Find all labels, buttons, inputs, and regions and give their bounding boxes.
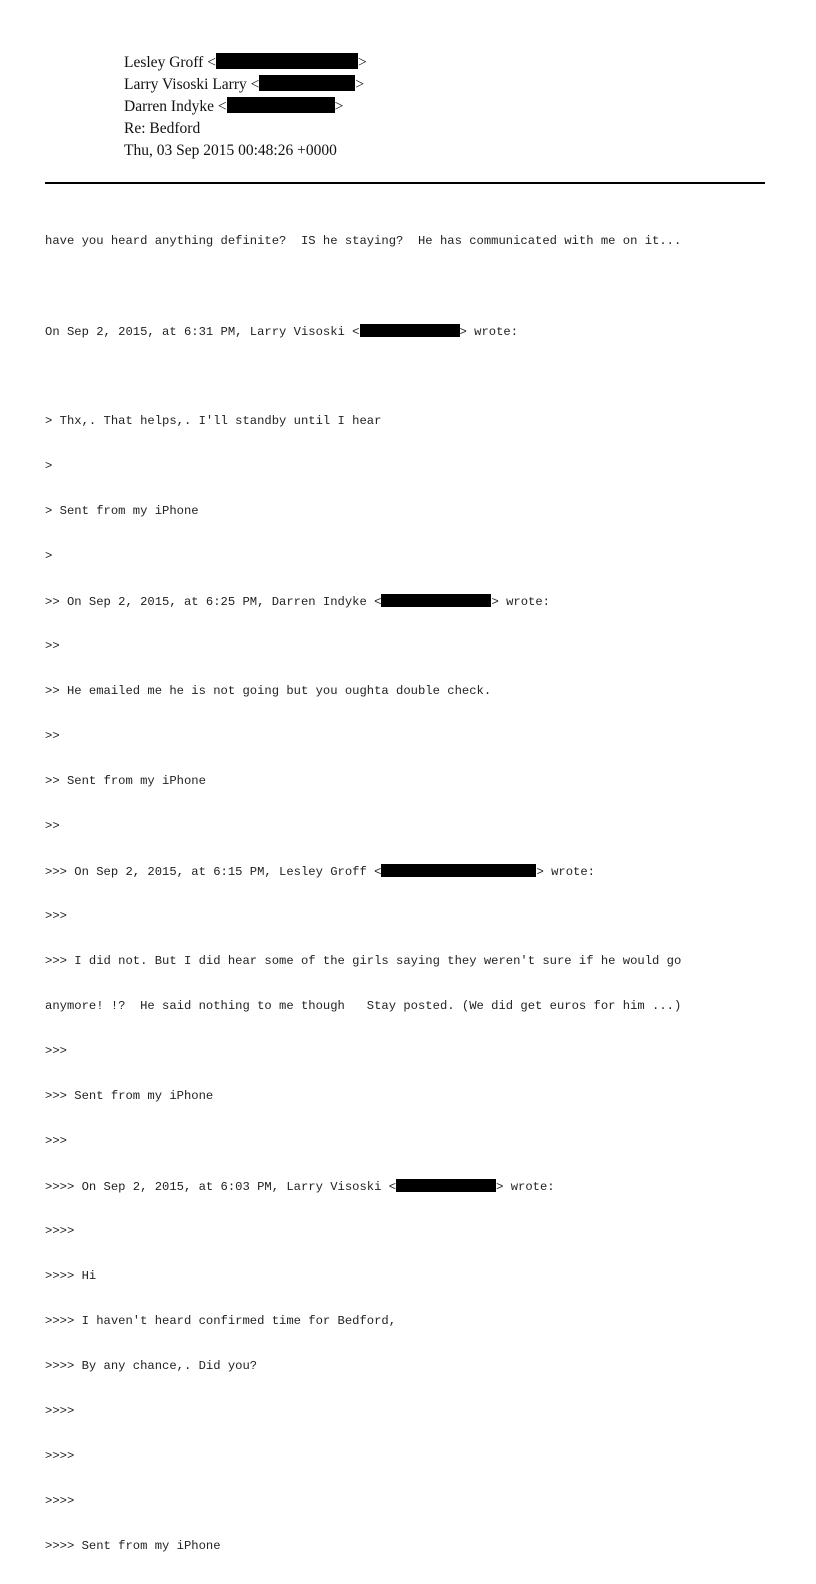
body-line: have you heard anything definite? IS he staying? He has communicated with me on it... bbox=[45, 234, 682, 248]
body-line: >>> bbox=[45, 909, 67, 923]
body-line: >> bbox=[45, 639, 60, 653]
body-line: >> He emailed me he is not going but you oughta double check. bbox=[45, 684, 492, 698]
body-line: >>> Sent from my iPhone bbox=[45, 1089, 214, 1103]
date-value: Thu, 03 Sep 2015 00:48:26 +0000 bbox=[124, 142, 337, 159]
redaction-box bbox=[360, 324, 460, 337]
body-line: >>>> By any chance,. Did you? bbox=[45, 1359, 258, 1373]
redaction-box bbox=[396, 1179, 496, 1192]
quote-attribution: >>>> On Sep 2, 2015, at 6:03 PM, Larry Visoski < > wrote: bbox=[45, 1180, 555, 1194]
email-headers bbox=[0, 52, 500, 162]
body-line: >>>> bbox=[45, 1449, 75, 1463]
from-close: > bbox=[357, 54, 367, 71]
from-value: Lesley Groff < bbox=[124, 54, 216, 71]
body-line: anymore! !? He said nothing to me though Stay posted. (We did get euros for him ...) bbox=[45, 999, 682, 1013]
body-line: >>>> Sent from my iPhone bbox=[45, 1539, 221, 1553]
header-divider bbox=[45, 182, 765, 184]
body-line: >>> bbox=[45, 1044, 67, 1058]
body-line: >>> I did not. But I did hear some of the girls saying they weren't sure if he would go bbox=[45, 954, 682, 968]
redaction-box bbox=[216, 53, 358, 69]
body-line: > Sent from my iPhone bbox=[45, 504, 199, 518]
body-line: >> bbox=[45, 819, 60, 833]
quote-attribution: On Sep 2, 2015, at 6:31 PM, Larry Visoski < > wrote: bbox=[45, 325, 519, 339]
body-line: >> bbox=[45, 729, 60, 743]
email-body bbox=[45, 204, 785, 1584]
body-line: >>>> bbox=[45, 1494, 75, 1508]
to-value: Larry Visoski Larry < bbox=[124, 76, 260, 93]
body-line: >>>> bbox=[45, 1224, 75, 1238]
redaction-box bbox=[227, 97, 335, 113]
body-line: > bbox=[45, 549, 53, 563]
cc-value: Darren Indyke < bbox=[124, 98, 227, 115]
subject-value: Re: Bedford bbox=[124, 120, 201, 137]
body-line: >> Sent from my iPhone bbox=[45, 774, 206, 788]
redaction-box bbox=[381, 864, 536, 877]
redaction-box bbox=[381, 594, 491, 607]
cc-row bbox=[0, 96, 500, 118]
from-row bbox=[0, 52, 500, 74]
redaction-box bbox=[259, 75, 355, 91]
date-row bbox=[0, 140, 500, 162]
quote-attribution: >>> On Sep 2, 2015, at 6:15 PM, Lesley Groff < > wrote: bbox=[45, 865, 595, 879]
body-line: > Thx,. That helps,. I'll standby until I hear bbox=[45, 414, 382, 428]
subject-row bbox=[0, 118, 500, 140]
body-line: >>>> I haven't heard confirmed time for Bedford, bbox=[45, 1314, 397, 1328]
body-line: > bbox=[45, 459, 53, 473]
body-line: >>>> Hi bbox=[45, 1269, 97, 1283]
body-line: >>>> bbox=[45, 1404, 75, 1418]
cc-close: > bbox=[334, 98, 344, 115]
to-close: > bbox=[355, 76, 365, 93]
body-line: >>> bbox=[45, 1134, 67, 1148]
quote-attribution: >> On Sep 2, 2015, at 6:25 PM, Darren Indyke < > wrote: bbox=[45, 595, 550, 609]
to-row bbox=[0, 74, 500, 96]
